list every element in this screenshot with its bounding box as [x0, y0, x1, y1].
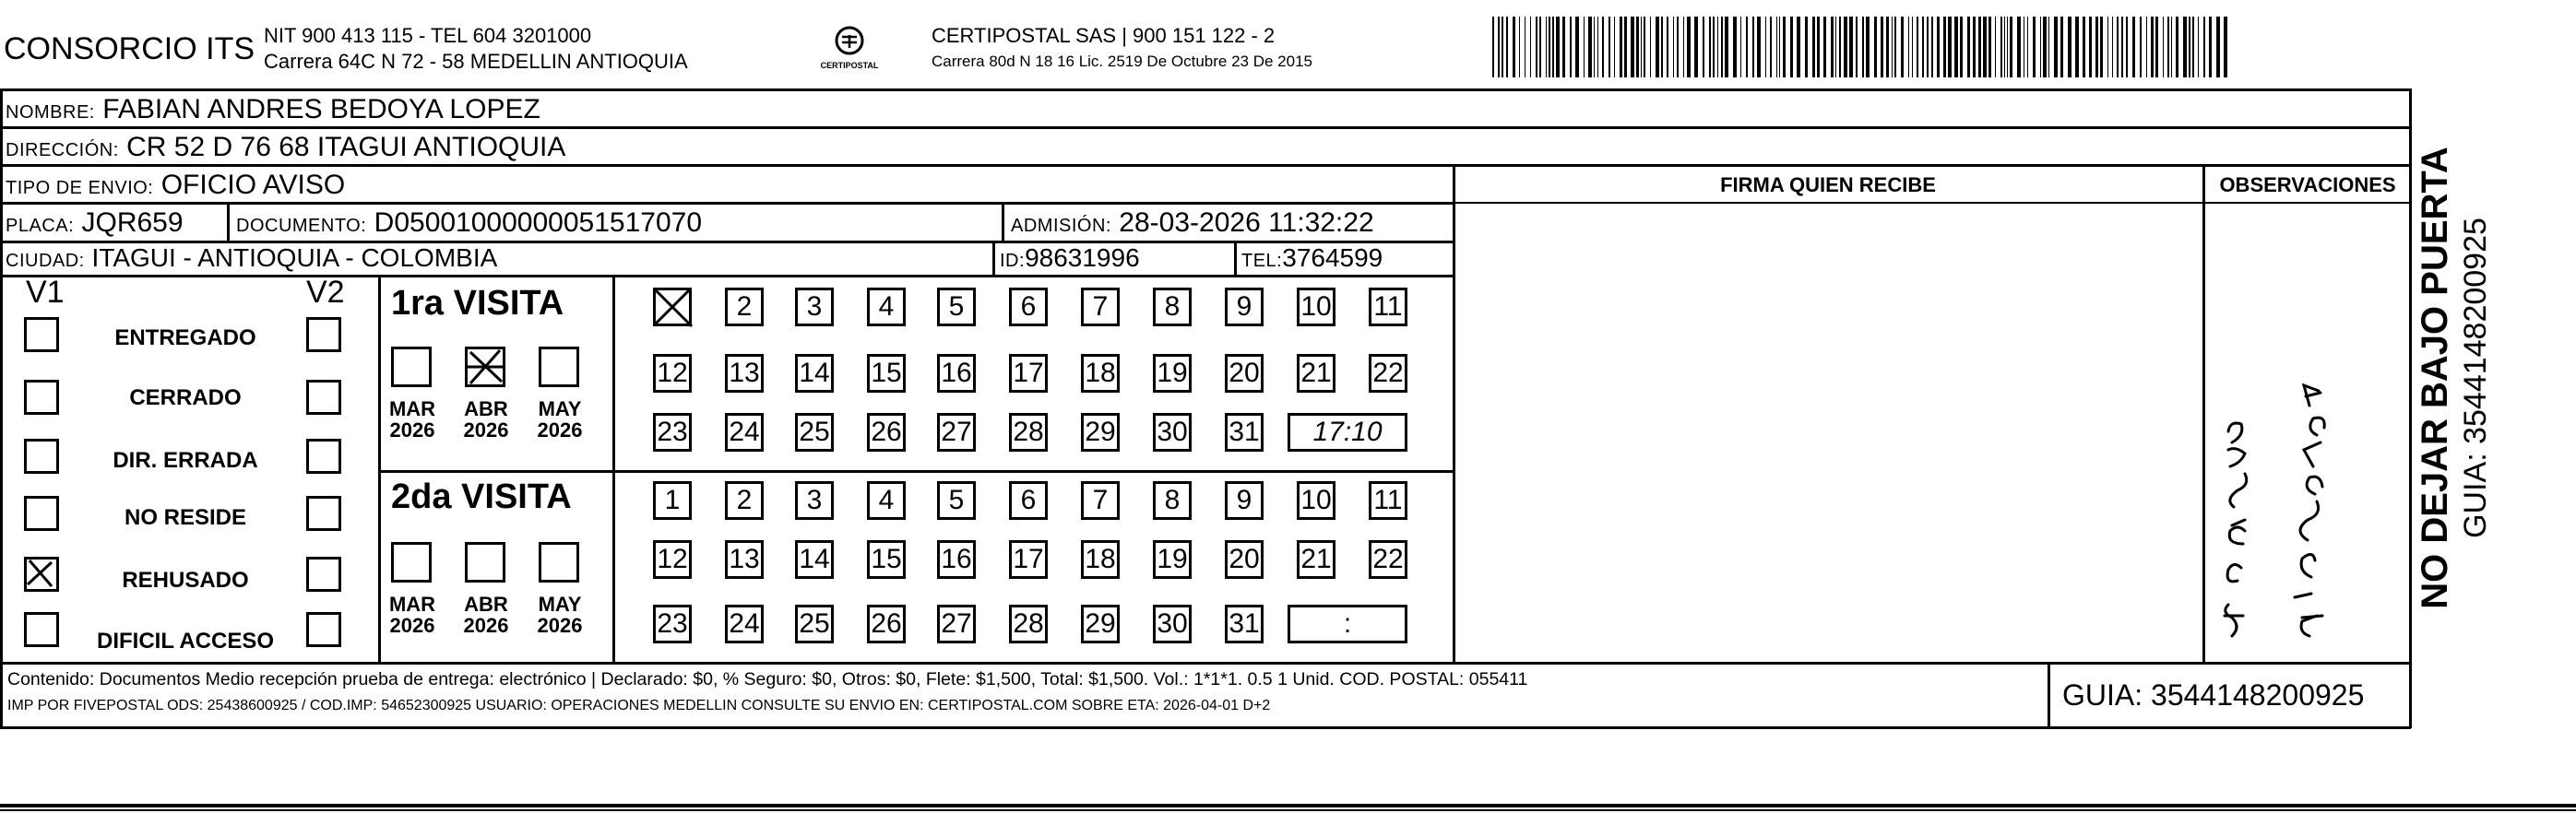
- status-label: DIR. ERRADA: [113, 448, 258, 473]
- day-box[interactable]: 12: [653, 354, 692, 393]
- day-box[interactable]: 24: [725, 413, 764, 452]
- footer-imp: IMP POR FIVEPOSTAL ODS: 25438600925 / COD.IMP: 54652300925 USUARIO: OPERACIONES MEDELLIN CONSULTE SU ENVIO EN: CERTIPOSTAL.COM SOBRE ETA: 2026-04-01 D+2: [7, 698, 1271, 713]
- day-box[interactable]: 22: [1369, 540, 1407, 579]
- day-box[interactable]: 17: [1009, 540, 1048, 579]
- status-label: CERRADO: [129, 385, 242, 410]
- address-row: [6, 134, 565, 161]
- v1-checkbox[interactable]: [24, 317, 59, 352]
- v1-checkbox[interactable]: [24, 557, 59, 592]
- day-box[interactable]: 13: [725, 540, 764, 579]
- tel-value: 3764599: [1282, 243, 1383, 272]
- tel-row: [1241, 245, 1383, 271]
- month-checkbox[interactable]: [539, 542, 579, 583]
- day-box[interactable]: 23: [653, 413, 692, 452]
- month-label: ABR 2026: [463, 397, 509, 442]
- tel-label: TEL:: [1241, 251, 1283, 271]
- day-box[interactable]: 5: [937, 288, 976, 326]
- month-label: MAR 2026: [388, 397, 436, 442]
- status-label: ENTREGADO: [114, 325, 256, 350]
- v2-checkbox[interactable]: [306, 317, 341, 352]
- id-row: [1000, 245, 1140, 271]
- day-box[interactable]: 21: [1297, 354, 1335, 393]
- day-box[interactable]: 25: [795, 605, 834, 643]
- observations-header: OBSERVACIONES: [2219, 173, 2396, 196]
- month-label: MAY 2026: [537, 397, 583, 442]
- day-box[interactable]: 15: [867, 540, 906, 579]
- month-label: ABR 2026: [463, 593, 509, 638]
- day-box[interactable]: 16: [937, 540, 976, 579]
- signature-header: FIRMA QUIEN RECIBE: [1720, 173, 1936, 196]
- day-box[interactable]: 2: [725, 481, 764, 520]
- day-box[interactable]: 18: [1081, 540, 1120, 579]
- day-box[interactable]: 19: [1153, 354, 1192, 393]
- certipostal-logo: [808, 22, 891, 74]
- day-box[interactable]: 25: [795, 413, 834, 452]
- day-box[interactable]: 24: [725, 605, 764, 643]
- day-box[interactable]: [653, 288, 692, 326]
- shipment-type: OFICIO AVISO: [160, 170, 346, 200]
- nit-line: NIT 900 413 115 - TEL 604 3201000: [264, 24, 592, 47]
- day-box[interactable]: 9: [1225, 288, 1264, 326]
- day-box[interactable]: 14: [795, 354, 834, 393]
- company-name: CONSORCIO ITS: [4, 31, 255, 66]
- day-box[interactable]: 1: [653, 481, 692, 520]
- side-notice: [2415, 120, 2516, 636]
- status-label: REHUSADO: [122, 568, 249, 593]
- v1-label: V1: [26, 275, 65, 310]
- day-box[interactable]: 3: [795, 288, 834, 326]
- day-box[interactable]: 27: [937, 413, 976, 452]
- day-box[interactable]: 17: [1009, 354, 1048, 393]
- day-box[interactable]: 4: [867, 481, 906, 520]
- id-label: ID:: [1000, 251, 1026, 271]
- bottom-rule: [0, 804, 2576, 807]
- v2-checkbox[interactable]: [306, 612, 341, 647]
- day-box[interactable]: 12: [653, 540, 692, 579]
- day-box[interactable]: 31: [1225, 413, 1264, 452]
- day-box[interactable]: 14: [795, 540, 834, 579]
- document-label: DOCUMENTO:: [236, 216, 367, 236]
- day-box[interactable]: 10: [1297, 481, 1335, 520]
- day-box[interactable]: 26: [867, 605, 906, 643]
- month-checkbox[interactable]: [465, 542, 505, 583]
- no-dejar-bajo-puerta: NO DEJAR BAJO PUERTA: [2415, 147, 2455, 609]
- recipient-name: FABIAN ANDRES BEDOYA LOPEZ: [102, 94, 540, 124]
- v2-label: V2: [306, 275, 345, 310]
- day-box[interactable]: 9: [1225, 481, 1264, 520]
- day-box[interactable]: 8: [1153, 481, 1192, 520]
- month-checkbox[interactable]: [465, 347, 505, 387]
- day-box[interactable]: 2: [725, 288, 764, 326]
- day-box[interactable]: 15: [867, 354, 906, 393]
- v2-checkbox[interactable]: [306, 496, 341, 531]
- admission-value: 28-03-2026 11:32:22: [1119, 207, 1374, 238]
- day-box[interactable]: 23: [653, 605, 692, 643]
- city-row: [6, 245, 497, 271]
- plate-value: JQR659: [81, 207, 184, 238]
- address-label: DIRECCIÓN:: [6, 140, 119, 160]
- day-box[interactable]: 26: [867, 413, 906, 452]
- day-box[interactable]: 13: [725, 354, 764, 393]
- v1-checkbox[interactable]: [24, 380, 59, 415]
- plate-row: [6, 209, 184, 237]
- month-label: MAY 2026: [537, 593, 583, 638]
- carrier-line-1: CERTIPOSTAL SAS | 900 151 122 - 2: [932, 24, 1276, 47]
- bottom-rule-2: [0, 809, 2576, 811]
- month-checkbox[interactable]: [391, 347, 432, 387]
- day-box[interactable]: 3: [795, 481, 834, 520]
- company-address: Carrera 64C N 72 - 58 MEDELLIN ANTIOQUIA: [264, 50, 688, 73]
- day-box[interactable]: 6: [1009, 481, 1048, 520]
- carrier-line-2: Carrera 80d N 18 16 Lic. 2519 De Octubre 23 De 2015: [932, 53, 1312, 70]
- type-row: [6, 171, 345, 199]
- v1-checkbox[interactable]: [24, 439, 59, 474]
- v2-checkbox[interactable]: [306, 439, 341, 474]
- name-row: [6, 96, 540, 124]
- footer-content: Contenido: Documentos Medio recepción prueba de entrega: electrónico | Declarado: $0, % Seguro: $0, Otros: $0, Flete: $1,500, Total: $1,500. Vol.: 1*1*1. 0.5 1 Unid. COD. POSTAL: 055411: [7, 669, 1528, 689]
- day-box[interactable]: 21: [1297, 540, 1335, 579]
- handwritten-observation: [2206, 304, 2409, 654]
- status-label: NO RESIDE: [124, 505, 247, 530]
- day-box[interactable]: 29: [1081, 413, 1120, 452]
- month-checkbox[interactable]: [539, 347, 579, 387]
- visit2-title: 2da VISITA: [391, 477, 572, 516]
- footer-guia: GUIA: 3544148200925: [2062, 678, 2365, 712]
- name-label: NOMBRE:: [6, 102, 95, 123]
- day-box[interactable]: 22: [1369, 354, 1407, 393]
- admission-label: ADMISIÓN:: [1011, 216, 1111, 236]
- month-label: MAR 2026: [388, 593, 436, 638]
- day-box[interactable]: 11: [1369, 288, 1407, 326]
- day-box[interactable]: 27: [937, 605, 976, 643]
- status-label: DIFICIL ACCESO: [96, 629, 274, 654]
- day-box[interactable]: 29: [1081, 605, 1120, 643]
- day-box[interactable]: 11: [1369, 481, 1407, 520]
- v1-checkbox[interactable]: [24, 612, 59, 647]
- document-row: [236, 209, 702, 237]
- document-value: D05001000000051517070: [374, 207, 703, 238]
- svg-text:CERTIPOSTAL: CERTIPOSTAL: [820, 61, 879, 70]
- side-guia: GUIA: 3544148200925: [2458, 218, 2493, 538]
- plate-label: PLACA:: [6, 216, 75, 236]
- day-box[interactable]: 28: [1009, 413, 1048, 452]
- time-box[interactable]: 17:10: [1288, 413, 1407, 452]
- day-box[interactable]: 30: [1153, 605, 1192, 643]
- day-box[interactable]: 4: [867, 288, 906, 326]
- day-box[interactable]: 6: [1009, 288, 1048, 326]
- day-box[interactable]: 28: [1009, 605, 1048, 643]
- day-box[interactable]: 31: [1225, 605, 1264, 643]
- v2-checkbox[interactable]: [306, 557, 341, 592]
- day-box[interactable]: 7: [1081, 288, 1120, 326]
- id-value: 98631996: [1025, 243, 1140, 272]
- day-box[interactable]: 5: [937, 481, 976, 520]
- v1-checkbox[interactable]: [24, 496, 59, 531]
- day-box[interactable]: 30: [1153, 413, 1192, 452]
- day-box[interactable]: 20: [1225, 354, 1264, 393]
- day-box[interactable]: 10: [1297, 288, 1335, 326]
- barcode: [1490, 17, 2228, 77]
- visit1-title: 1ra VISITA: [391, 284, 564, 323]
- day-box[interactable]: 19: [1153, 540, 1192, 579]
- time-box[interactable]: :: [1288, 605, 1407, 643]
- city-label: CIUDAD:: [6, 251, 85, 271]
- day-box[interactable]: 8: [1153, 288, 1192, 326]
- day-box[interactable]: 18: [1081, 354, 1120, 393]
- day-box[interactable]: 20: [1225, 540, 1264, 579]
- month-checkbox[interactable]: [391, 542, 432, 583]
- day-box[interactable]: 7: [1081, 481, 1120, 520]
- recipient-address: CR 52 D 76 68 ITAGUI ANTIOQUIA: [126, 132, 566, 162]
- admission-row: [1011, 209, 1374, 237]
- v2-checkbox[interactable]: [306, 380, 341, 415]
- type-label: TIPO DE ENVIO:: [6, 178, 154, 198]
- day-box[interactable]: 16: [937, 354, 976, 393]
- city-value: ITAGUI - ANTIOQUIA - COLOMBIA: [91, 243, 498, 272]
